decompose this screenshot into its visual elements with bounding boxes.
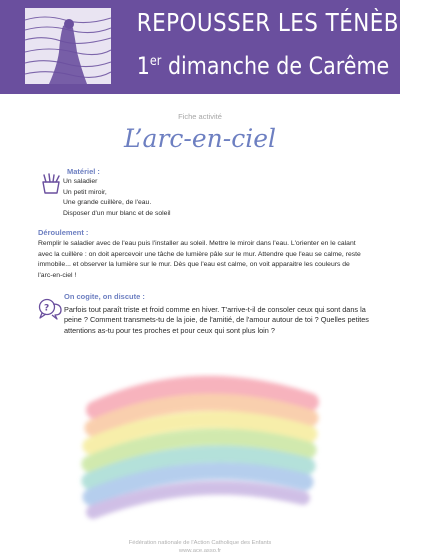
cogite-heading: On cogite, on discute : bbox=[64, 292, 145, 301]
footer-organization: Fédération nationale de l'Action Catholique des Enfants bbox=[128, 540, 272, 546]
header-banner bbox=[0, 0, 442, 94]
list-item: Disposer d'un mur blanc et de soleil bbox=[63, 209, 171, 217]
jar-of-pencils-icon bbox=[40, 173, 62, 194]
praying-figure-illustration bbox=[25, 8, 111, 84]
page-title: L’arc-en-ciel bbox=[124, 124, 276, 153]
speech-bubbles-icon bbox=[38, 298, 63, 320]
deroulement-text: Remplir le saladier avec de l'eau puis l'installer au soleil. Mettre le miroir dans l'eau. L'orienter en le calant avec la cuillère : on doit apercevoir une tâche de lumière pâle sur le mur. Attendre que l'eau se calme, reste immobile... et observer la lumière sur le mur. Dès que l'eau est calme, on voit apparaitre les couleurs de l'arc-en-ciel ! bbox=[38, 240, 361, 280]
footer bbox=[0, 540, 400, 555]
list-item: Un petit miroir, bbox=[63, 188, 107, 196]
cogite-text: Parfois tout paraît triste et froid comme en hiver. T'arrive-t-il de consoler ceux qui sont dans la peine ? Comment transmets-tu de la joie, de l'amitié, de l'amour autour de toi ? Quelles petites attentions as-tu pour tes proches et pour ceux qui sont plus loin ? bbox=[64, 305, 369, 335]
activity-kicker: Fiche activité bbox=[178, 112, 222, 121]
list-item: Une grande cuillère, de l'eau. bbox=[63, 199, 152, 207]
rainbow-illustration bbox=[85, 370, 317, 520]
materiel-heading: Matériel : bbox=[67, 167, 100, 176]
svg-text:?: ? bbox=[44, 303, 50, 314]
list-item: Un saladier bbox=[63, 178, 98, 185]
banner-subtitle: 1er dimanche de Carême bbox=[136, 52, 390, 80]
banner-title: REPOUSSER LES TÉNÈBRES bbox=[136, 8, 442, 37]
footer-website-link[interactable]: www.ace.asso.fr bbox=[178, 547, 222, 554]
deroulement-heading: Déroulement : bbox=[38, 228, 89, 237]
materiel-list bbox=[63, 177, 170, 219]
